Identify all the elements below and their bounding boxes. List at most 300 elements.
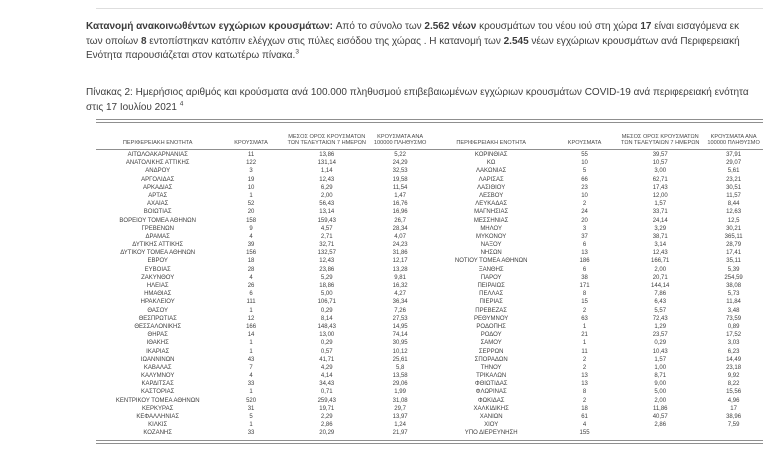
- region-name-cell: ΚΟΡΙΝΘΙΑΣ: [474, 152, 508, 158]
- region-name-cell: ΚΑΣΤΟΡΙΑΣ: [141, 389, 175, 396]
- avg-7day-cell: 0,29: [320, 340, 333, 347]
- table-row: [96, 282, 763, 290]
- text-segment: Από το σύνολο των: [335, 21, 425, 32]
- avg-7day-cell: 5,00: [320, 291, 333, 298]
- avg-7day-cell: 1,57: [654, 356, 667, 363]
- cases-cell: 13: [581, 381, 588, 388]
- per-100k-cell: 4,07: [394, 233, 406, 240]
- cases-cell: 2: [582, 307, 587, 314]
- region-name-cell: ΣΕΡΡΩΝ: [478, 348, 504, 355]
- per-100k-cell: 28,34: [392, 225, 408, 232]
- per-100k-cell: 23,21: [726, 176, 742, 183]
- cases-cell: 2: [582, 397, 587, 404]
- per-100k-cell: 12,5: [727, 217, 740, 224]
- cases-cell: 4: [582, 422, 587, 429]
- avg-7day-cell: 2,86: [654, 422, 667, 429]
- table-row: [96, 208, 763, 216]
- table-row: [96, 339, 763, 347]
- region-name-cell: ΛΑΚΩΝΙΑΣ: [476, 168, 507, 175]
- region-name-cell: ΚΕΡΚΥΡΑΣ: [142, 405, 174, 412]
- region-name-cell: ΗΡΑΚΛΕΙΟΥ: [140, 299, 175, 306]
- per-100k-cell: 17: [730, 405, 737, 412]
- avg-7day-cell: 12,43: [652, 250, 668, 257]
- region-name-cell: ΚΕΝΤΡΙΚΟΥ ΤΟΜΕΑ ΑΘΗΝΩΝ: [115, 397, 200, 404]
- region-name-cell: ΝΑΞΟΥ: [480, 242, 502, 249]
- region-name-cell: ΚΑΒΑΛΑΣ: [143, 364, 172, 371]
- per-100k-cell: 23,18: [726, 364, 742, 371]
- cases-cell: 38: [581, 274, 588, 281]
- region-name-cell: ΝΟΤΙΟΥ ΤΟΜΕΑ ΑΘΗΝΩΝ: [454, 258, 528, 265]
- table-row: [96, 364, 763, 372]
- avg-7day-cell: 33,71: [652, 209, 668, 216]
- per-100k-cell: 9,92: [727, 373, 740, 380]
- cases-cell: 18: [581, 405, 588, 412]
- per-100k-cell: 16,32: [392, 283, 408, 289]
- avg-7day-cell: 13,14: [319, 209, 335, 216]
- column-header: ΠΕΡΙΦΕΡΕΙΑΚΗ ΕΝΟΤΗΤΑ: [456, 140, 526, 147]
- cases-cell: 1: [249, 422, 253, 429]
- cases-cell: 156: [246, 250, 257, 257]
- per-100k-cell: 16,76: [392, 201, 408, 208]
- cases-cell: 55: [581, 152, 588, 158]
- region-name-cell: ΑΧΑΪΑΣ: [147, 201, 169, 208]
- per-100k-cell: 10,12: [392, 348, 408, 355]
- per-100k-cell: 17,52: [726, 332, 742, 339]
- cases-cell: 39: [247, 242, 255, 249]
- footnote-marker: 3: [295, 48, 299, 56]
- avg-7day-cell: 12,43: [319, 176, 335, 183]
- region-name-cell: ΜΗΛΟΥ: [480, 225, 503, 232]
- column-header: ΜΕΣΟΣ ΟΡΟΣ ΚΡΟΥΣΜΑΤΩΝ ΤΩΝ ΤΕΛΕΥΤΑΙΩΝ 7 ΗΜΕΡΩΝ: [621, 133, 700, 147]
- region-name-cell: ΚΕΦΑΛΛΗΝΙΑΣ: [136, 414, 180, 420]
- per-100k-cell: 38,96: [726, 414, 742, 420]
- cases-cell: 6: [249, 291, 253, 298]
- per-100k-cell: 28,79: [726, 242, 742, 249]
- per-100k-cell: 25,61: [392, 356, 408, 363]
- cases-cell: 4: [249, 373, 253, 380]
- cases-cell: 66: [581, 176, 588, 183]
- cases-cell: 24: [581, 209, 588, 216]
- cases-cell: 186: [579, 258, 590, 265]
- cases-cell: 5: [582, 168, 587, 175]
- avg-7day-cell: 3,14: [654, 242, 667, 249]
- per-100k-cell: 13,97: [392, 414, 408, 420]
- per-100k-cell: 1,99: [394, 389, 406, 396]
- region-name-cell: ΘΑΣΟΥ: [147, 307, 169, 314]
- table-row: [96, 257, 763, 265]
- cases-cell: 8: [582, 389, 587, 396]
- region-name-cell: ΦΛΩΡΙΝΑΣ: [475, 389, 507, 396]
- table-row: [96, 348, 763, 356]
- text-segment: εντοπίστηκαν κατόπιν ελέγχων στις πύλες εισόδου της χώρας . Η κατανομή των: [146, 35, 504, 47]
- avg-7day-cell: 132,57: [317, 250, 336, 257]
- per-100k-cell: 30,51: [726, 184, 742, 191]
- region-name-cell: ΧΙΟΥ: [484, 422, 499, 429]
- cases-cell: 28: [247, 266, 255, 273]
- region-name-cell: ΜΥΚΟΝΟΥ: [476, 233, 507, 240]
- per-100k-cell: 36,34: [392, 299, 408, 306]
- cases-cell: 155: [579, 430, 590, 437]
- region-name-cell: ΒΟΙΩΤΙΑΣ: [143, 209, 172, 216]
- region-name-cell: ΓΡΕΒΕΝΩΝ: [141, 225, 174, 232]
- region-name-cell: ΜΕΣΣΗΝΙΑΣ: [473, 217, 509, 224]
- per-100k-cell: 27,53: [392, 315, 408, 322]
- region-name-cell: ΧΑΝΙΩΝ: [479, 414, 503, 420]
- avg-7day-cell: 259,43: [317, 397, 336, 404]
- region-name-cell: ΚΑΛΥΜΝΟΥ: [141, 373, 175, 380]
- per-100k-cell: 6,23: [727, 348, 740, 355]
- avg-7day-cell: 9,00: [654, 381, 667, 388]
- table-row: [96, 167, 763, 175]
- column-header: ΚΡΟΥΣΜΑΤΑ: [567, 140, 602, 147]
- avg-7day-cell: 4,14: [320, 373, 333, 380]
- text-segment: 17: [640, 21, 652, 32]
- avg-7day-cell: 62,71: [652, 176, 668, 183]
- per-100k-cell: 0,89: [727, 323, 740, 330]
- region-name-cell: ΒΟΡΕΙΟΥ ΤΟΜΕΑ ΑΘΗΝΩΝ: [119, 217, 196, 224]
- per-100k-cell: 31,08: [392, 397, 408, 404]
- avg-7day-cell: 8,71: [654, 373, 667, 380]
- table-row: [96, 200, 763, 208]
- per-100k-cell: 29,06: [392, 381, 408, 388]
- region-name-cell: ΦΩΚΙΔΑΣ: [477, 397, 505, 404]
- column-header: ΠΕΡΙΦΕΡΕΙΑΚΗ ΕΝΟΤΗΤΑ: [122, 140, 193, 147]
- region-name-cell: ΙΚΑΡΙΑΣ: [146, 348, 170, 355]
- cases-cell: 6: [582, 266, 587, 273]
- column-header: ΚΡΟΥΣΜΑΤΑ: [234, 140, 268, 147]
- intro-paragraph: [86, 20, 752, 64]
- cases-cell: 1: [249, 340, 253, 347]
- region-name-cell: ΕΥΒΟΙΑΣ: [144, 266, 171, 273]
- avg-7day-cell: 72,43: [652, 315, 668, 322]
- region-name-cell: ΔΥΤΙΚΗΣ ΑΤΤΙΚΗΣ: [132, 242, 184, 249]
- per-100k-cell: 38,08: [726, 283, 742, 289]
- cases-cell: 5: [249, 414, 253, 420]
- region-name-cell: ΝΗΣΩΝ: [480, 250, 502, 257]
- avg-7day-cell: 13,00: [319, 332, 335, 339]
- cases-cell: 20: [581, 217, 588, 224]
- table-header-row: [96, 123, 763, 149]
- cases-cell: 63: [581, 315, 588, 322]
- cases-cell: 33: [247, 381, 255, 388]
- per-100k-cell: 5,61: [727, 168, 740, 175]
- region-name-cell: ΑΝΔΡΟΥ: [145, 168, 171, 175]
- text-segment: Κατανομή ανακοινωθέντων εγχώριων κρουσμάτων:: [86, 21, 336, 32]
- region-name-cell: ΘΕΣΣΑΛΟΝΙΚΗΣ: [134, 323, 182, 330]
- table-row: [96, 249, 763, 257]
- per-100k-cell: 35,11: [726, 258, 741, 265]
- per-100k-cell: 11,57: [726, 192, 741, 199]
- region-name-cell: ΛΕΣΒΟΥ: [479, 192, 504, 199]
- table-row: [96, 192, 763, 200]
- cases-cell: 2: [582, 364, 587, 371]
- avg-7day-cell: 5,57: [654, 307, 667, 314]
- avg-7day-cell: 40,57: [652, 414, 668, 420]
- region-name-cell: ΚΙΛΚΙΣ: [148, 422, 168, 429]
- region-name-cell: ΛΑΡΙΣΑΣ: [478, 176, 504, 183]
- region-name-cell: ΚΑΡΔΙΤΣΑΣ: [141, 381, 174, 388]
- avg-7day-cell: 2,00: [320, 192, 333, 199]
- cases-cell: 111: [246, 299, 256, 306]
- text-segment: 2.545: [503, 35, 529, 47]
- column-header: ΚΡΟΥΣΜΑΤΑ ΑΝΑ 100000 ΠΛΗΘΥΣΜΟ: [707, 133, 760, 147]
- region-name-cell: ΛΑΣΙΘΙΟΥ: [477, 184, 506, 191]
- per-100k-cell: 5,8: [395, 364, 405, 371]
- avg-7day-cell: 4,29: [320, 364, 333, 371]
- cases-cell: 3: [582, 225, 587, 232]
- per-100k-cell: 16,96: [392, 209, 408, 216]
- avg-7day-cell: 131,14: [317, 160, 336, 167]
- avg-7day-cell: 2,86: [320, 422, 333, 429]
- region-name-cell: ΠΙΕΡΙΑΣ: [479, 299, 503, 306]
- per-100k-cell: 19,58: [392, 176, 408, 183]
- region-name-cell: ΡΟΔΟΠΗΣ: [476, 323, 506, 330]
- region-name-cell: ΠΕΛΛΑΣ: [479, 291, 504, 298]
- per-100k-cell: 32,53: [392, 168, 408, 175]
- region-name-cell: ΤΡΙΚΑΛΩΝ: [476, 373, 507, 380]
- avg-7day-cell: 17,43: [652, 184, 668, 191]
- region-name-cell: ΔΥΤΙΚΟΥ ΤΟΜΕΑ ΑΘΗΝΩΝ: [120, 250, 196, 257]
- table-row: [96, 159, 763, 167]
- avg-7day-cell: 18,86: [319, 283, 335, 289]
- avg-7day-cell: 56,43: [319, 201, 335, 208]
- per-100k-cell: 254,59: [724, 274, 743, 281]
- region-name-cell: ΑΡΚΑΔΙΑΣ: [142, 184, 173, 191]
- avg-7day-cell: 0,57: [320, 348, 333, 355]
- avg-7day-cell: 41,71: [319, 356, 335, 363]
- region-name-cell: ΘΕΣΠΡΩΤΙΑΣ: [138, 315, 177, 322]
- per-100k-cell: 30,95: [392, 340, 408, 347]
- cases-cell: 11: [581, 348, 588, 355]
- cases-cell: 7: [249, 364, 253, 371]
- table-title: [86, 86, 752, 115]
- cases-cell: 14: [247, 332, 255, 339]
- region-name-cell: ΑΡΤΑΣ: [148, 192, 168, 199]
- cases-cell: 1: [249, 389, 253, 396]
- region-name-cell: ΘΗΡΑΣ: [147, 332, 168, 339]
- table-row: [96, 266, 763, 274]
- avg-7day-cell: 1,00: [654, 364, 667, 371]
- avg-7day-cell: 12,00: [652, 192, 668, 199]
- avg-7day-cell: 4,57: [320, 225, 333, 232]
- per-100k-cell: 31,86: [392, 250, 408, 257]
- cases-cell: 12: [247, 315, 255, 322]
- avg-7day-cell: 23,57: [652, 332, 668, 339]
- cases-cell: 1: [582, 340, 587, 347]
- region-name-cell: ΡΕΘΥΜΝΟΥ: [474, 315, 509, 322]
- avg-7day-cell: 8,14: [320, 315, 333, 322]
- footnote-marker: 4: [179, 100, 184, 108]
- cases-cell: 171: [579, 283, 590, 289]
- region-name-cell: ΜΑΓΝΗΣΙΑΣ: [474, 209, 509, 216]
- per-100k-cell: 74,14: [392, 332, 408, 339]
- per-100k-cell: 13,58: [392, 373, 408, 380]
- avg-7day-cell: 2,29: [320, 414, 333, 420]
- cases-cell: 8: [582, 291, 587, 298]
- cases-cell: 4: [249, 274, 253, 281]
- cases-cell: 4: [249, 233, 253, 240]
- per-100k-cell: 24,29: [392, 160, 408, 167]
- per-100k-cell: 5,39: [727, 266, 740, 273]
- region-name-cell: ΗΜΑΘΙΑΣ: [144, 291, 172, 298]
- avg-7day-cell: 20,71: [652, 274, 668, 281]
- cases-cell: 122: [246, 160, 257, 167]
- cases-cell: 31: [247, 405, 255, 412]
- per-100k-cell: 9,81: [394, 274, 406, 281]
- text-segment: είναι εισαγόμενα εκ των οποίων: [86, 21, 740, 47]
- text-segment: κρουσμάτων του νέου ιού στη χώρα: [476, 21, 641, 32]
- per-100k-cell: 29,07: [726, 160, 742, 167]
- avg-7day-cell: 12,43: [319, 258, 335, 265]
- region-name-cell: ΤΗΝΟΥ: [480, 364, 502, 371]
- table-row: [96, 307, 763, 315]
- table-row: [96, 380, 763, 388]
- region-name-cell: ΗΛΕΙΑΣ: [146, 283, 169, 289]
- avg-7day-cell: 2,00: [654, 397, 667, 404]
- cases-cell: 166: [246, 323, 257, 330]
- per-100k-cell: 11,54: [392, 184, 408, 191]
- table-row: [96, 274, 763, 282]
- per-100k-cell: 365,11: [724, 233, 743, 240]
- avg-7day-cell: 39,57: [652, 152, 668, 158]
- table-row: [96, 241, 763, 249]
- per-100k-cell: 30,21: [726, 225, 742, 232]
- avg-7day-cell: 6,43: [654, 299, 667, 306]
- avg-7day-cell: 32,71: [319, 242, 335, 249]
- avg-7day-cell: 1,57: [654, 201, 667, 208]
- table-header-rule: [96, 149, 763, 150]
- avg-7day-cell: 13,86: [319, 152, 335, 158]
- per-100k-cell: 3,03: [727, 340, 740, 347]
- avg-7day-cell: 0,29: [654, 340, 667, 347]
- per-100k-cell: 26,7: [394, 217, 406, 224]
- region-name-cell: ΙΩΑΝΝΙΝΩΝ: [140, 356, 175, 363]
- avg-7day-cell: 2,00: [654, 266, 667, 273]
- avg-7day-cell: 3,29: [654, 225, 667, 232]
- region-name-cell: ΦΘΙΩΤΙΔΑΣ: [474, 381, 508, 388]
- per-100k-cell: 13,28: [392, 266, 408, 273]
- region-name-cell: ΠΑΡΟΥ: [480, 274, 502, 281]
- per-100k-cell: 12,63: [726, 209, 742, 216]
- avg-7day-cell: 34,43: [319, 381, 335, 388]
- cases-cell: 18: [247, 258, 255, 265]
- table-row: [96, 217, 763, 225]
- table-row: [96, 298, 763, 306]
- per-100k-cell: 14,49: [726, 356, 742, 363]
- per-100k-cell: 1,24: [394, 422, 406, 429]
- cases-cell: 11: [247, 152, 255, 158]
- cases-cell: 23: [581, 184, 588, 191]
- cases-cell: 1: [249, 307, 253, 314]
- avg-7day-cell: 3,00: [654, 168, 667, 175]
- region-name-cell: ΠΕΙΡΑΙΩΣ: [477, 283, 505, 289]
- avg-7day-cell: 11,86: [652, 405, 668, 412]
- per-100k-cell: 14,95: [392, 323, 408, 330]
- avg-7day-cell: 0,71: [320, 389, 333, 396]
- cases-cell: 9: [249, 225, 253, 232]
- cases-cell: 43: [247, 356, 255, 363]
- cases-cell: 52: [247, 201, 255, 208]
- region-name-cell: ΚΟΖΑΝΗΣ: [143, 430, 172, 437]
- cases-cell: 2: [582, 201, 587, 208]
- avg-7day-cell: 0,29: [320, 307, 333, 314]
- cases-cell: 26: [247, 283, 255, 289]
- region-name-cell: ΥΠΟ ΔΙΕΡΕΥΝΗΣΗ: [464, 430, 518, 437]
- avg-7day-cell: 20,29: [319, 430, 335, 437]
- region-name-cell: ΑΙΤΩΛΟΑΚΑΡΝΑΝΙΑΣ: [127, 152, 188, 158]
- per-100k-cell: 3,48: [727, 307, 740, 314]
- per-100k-cell: 5,73: [727, 291, 740, 298]
- table-row: [96, 372, 763, 380]
- region-name-cell: ΠΡΕΒΕΖΑΣ: [475, 307, 508, 314]
- cases-cell: 20: [247, 209, 255, 216]
- region-name-cell: ΔΡΑΜΑΣ: [145, 233, 170, 240]
- avg-7day-cell: 24,14: [652, 217, 668, 224]
- cases-cell: 10: [581, 160, 588, 167]
- region-name-cell: ΛΕΥΚΑΔΑΣ: [475, 201, 508, 208]
- per-100k-cell: 7,59: [727, 422, 740, 429]
- table-row: [96, 233, 763, 241]
- table-row: [96, 176, 763, 184]
- region-name-cell: ΧΑΛΚΙΔΙΚΗΣ: [473, 405, 509, 412]
- avg-7day-cell: 6,29: [320, 184, 333, 191]
- table-row: [96, 388, 763, 396]
- table-row: [96, 429, 763, 437]
- region-name-cell: ΡΟΔΟΥ: [480, 332, 502, 339]
- avg-7day-cell: 2,71: [320, 233, 333, 240]
- table-body: [96, 151, 763, 438]
- cases-cell: 10: [247, 184, 255, 191]
- region-name-cell: ΣΑΜΟΥ: [480, 340, 502, 347]
- region-name-cell: ΚΩ: [486, 160, 496, 167]
- avg-7day-cell: 7,86: [654, 291, 667, 298]
- per-100k-cell: 1,47: [394, 192, 406, 199]
- table-row: [96, 421, 763, 429]
- table-row: [96, 356, 763, 364]
- cases-cell: 158: [246, 217, 257, 224]
- cases-cell: 37: [581, 233, 588, 240]
- region-name-cell: ΞΑΝΘΗΣ: [478, 266, 504, 273]
- cases-cell: 520: [246, 397, 257, 404]
- per-100k-cell: 21,97: [392, 430, 408, 437]
- per-100k-cell: 37,91: [726, 152, 742, 158]
- per-100k-cell: 8,22: [727, 381, 740, 388]
- per-100k-cell: 17,41: [726, 250, 742, 257]
- column-header: ΜΕΣΟΣ ΟΡΟΣ ΚΡΟΥΣΜΑΤΩΝ ΤΩΝ ΤΕΛΕΥΤΑΙΩΝ 7 ΗΜΕΡΩΝ: [287, 133, 366, 147]
- table-row: [96, 225, 763, 233]
- avg-7day-cell: 5,29: [320, 274, 333, 281]
- cases-cell: 3: [249, 168, 253, 175]
- avg-7day-cell: 19,71: [319, 405, 335, 412]
- avg-7day-cell: 10,43: [652, 348, 668, 355]
- table-row: [96, 413, 763, 421]
- avg-7day-cell: 106,71: [317, 299, 336, 306]
- cases-cell: 13: [581, 373, 588, 380]
- cases-cell: 6: [582, 242, 587, 249]
- table-row: [96, 315, 763, 323]
- table-bottom-rule: [96, 440, 763, 444]
- avg-7day-cell: 38,71: [652, 233, 668, 240]
- table-row: [96, 323, 763, 331]
- table-row: [96, 331, 763, 339]
- cases-cell: 13: [581, 250, 588, 257]
- per-100k-cell: 8,44: [727, 201, 740, 208]
- text-segment: 2.562 νέων: [424, 21, 477, 32]
- avg-7day-cell: 166,71: [651, 258, 670, 265]
- cases-cell: 15: [581, 299, 588, 306]
- avg-7day-cell: 144,14: [651, 283, 670, 289]
- per-100k-cell: 4,27: [394, 291, 406, 298]
